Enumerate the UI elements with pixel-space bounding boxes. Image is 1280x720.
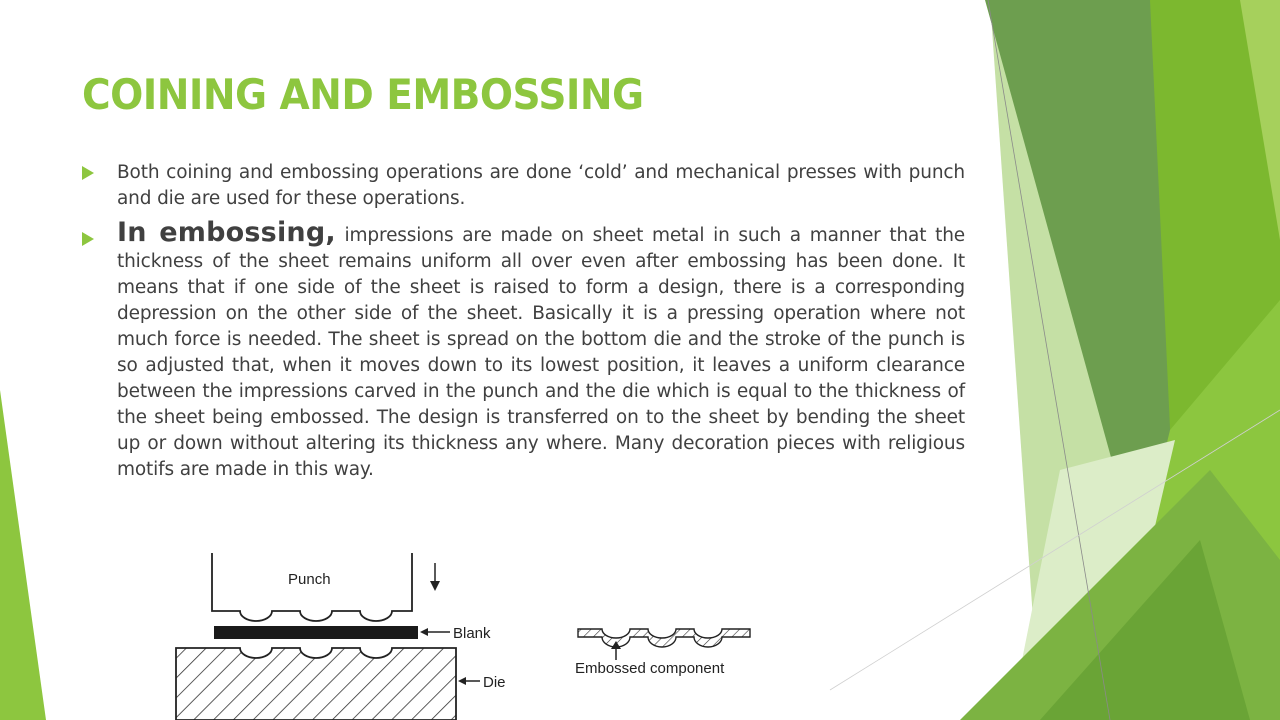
blank-sheet	[214, 626, 418, 639]
bullet-arrow-icon	[82, 166, 94, 180]
die-shape	[176, 648, 456, 720]
bullet-text: Both coining and embossing operations are done ‘cold’ and mechanical presses with punch and die are used for these operations.	[117, 162, 965, 209]
die-pointer-arrow	[458, 677, 480, 685]
bullet-item	[82, 217, 965, 483]
bullet-text: impressions are made on sheet metal in such a manner that the thickness of the sheet remains uniform all over even after embossing has been done. It means that if one side of the sheet is raised to form a design, there is a corresponding depression on the other side of the sheet. Basically it is a pressing operation where not much force is needed. The sheet is spread on the bottom die and the stroke of the punch is so adjusted that, when it moves down to its lowest position, it leaves a uniform clearance between the impressions carved in the punch and the die which is equal to the thickness of the sheet being embossed. The design is transferred on to the sheet by bending the sheet up or down without altering its thickness any where. Many decoration pieces with religious motifs are made in this way.	[117, 225, 965, 480]
punch-label: Punch	[288, 571, 331, 588]
die-label: Die	[483, 674, 506, 691]
blank-pointer-arrow	[420, 628, 450, 636]
embossed-component-label: Embossed component	[575, 660, 725, 677]
embossed-component-shape	[578, 629, 750, 647]
bullet-lead-text: In embossing,	[117, 217, 336, 248]
bullet-arrow-icon	[82, 232, 94, 246]
deco-left-corner	[0, 390, 46, 720]
embossing-diagram	[170, 545, 790, 720]
slide-title: COINING AND EMBOSSING	[82, 70, 644, 119]
down-arrow-icon	[430, 563, 440, 591]
blank-label: Blank	[453, 625, 491, 642]
bullet-item	[82, 160, 965, 212]
bullet-list	[82, 160, 965, 483]
